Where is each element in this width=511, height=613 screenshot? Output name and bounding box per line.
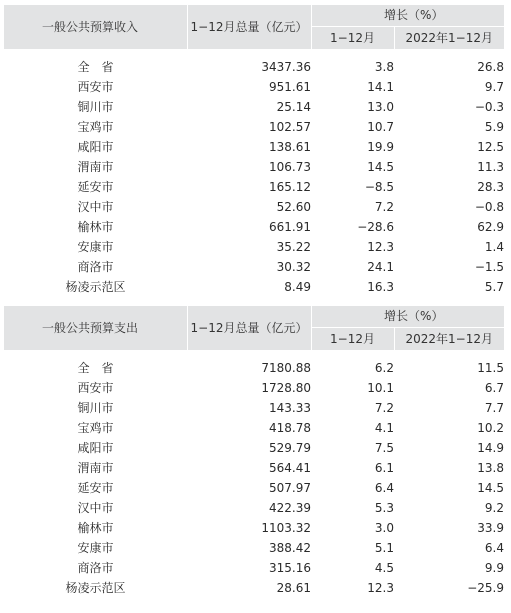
expenditure-subheader-previous: 2022年1−12月 xyxy=(394,328,504,351)
growth-prev-cell: 10.2 xyxy=(477,421,504,435)
growth-prev-cell: 11.5 xyxy=(477,361,504,375)
growth-cell: 24.1 xyxy=(367,260,394,274)
growth-prev-cell: 11.3 xyxy=(477,160,504,174)
table-row xyxy=(4,137,504,157)
growth-cell: 5.3 xyxy=(374,501,394,515)
income-header-row xyxy=(4,5,504,27)
region-cell: 全 省 xyxy=(77,60,114,74)
region-cell: 汉中市 xyxy=(77,501,114,515)
table-row xyxy=(4,358,504,378)
expenditure-table xyxy=(4,306,504,598)
growth-prev-cell: 12.5 xyxy=(477,140,504,154)
amount-cell: 422.39 xyxy=(269,501,311,515)
growth-cell: 6.1 xyxy=(374,461,394,475)
amount-cell: 30.32 xyxy=(276,260,311,274)
table-row xyxy=(4,398,504,418)
table-row xyxy=(4,458,504,478)
growth-cell: 14.1 xyxy=(367,80,394,94)
region-cell: 商洛市 xyxy=(77,260,114,274)
amount-cell: 418.78 xyxy=(269,421,311,435)
growth-prev-cell: −1.5 xyxy=(474,260,504,274)
amount-cell: 165.12 xyxy=(269,180,311,194)
growth-cell: 7.2 xyxy=(374,200,394,214)
expenditure-header-row xyxy=(4,306,504,328)
growth-cell: 4.1 xyxy=(374,421,394,435)
growth-cell: −28.6 xyxy=(357,220,394,234)
growth-prev-cell: 9.9 xyxy=(484,561,504,575)
amount-cell: 106.73 xyxy=(269,160,311,174)
table-row xyxy=(4,518,504,538)
growth-prev-cell: −25.9 xyxy=(467,581,504,595)
amount-cell: 564.41 xyxy=(269,461,311,475)
amount-cell: 529.79 xyxy=(269,441,311,455)
table-row xyxy=(4,558,504,578)
expenditure-title: 一般公共预算支出 xyxy=(4,306,187,350)
amount-cell: 3437.36 xyxy=(261,60,311,74)
growth-prev-cell: −0.3 xyxy=(474,100,504,114)
growth-cell: 3.0 xyxy=(374,521,394,535)
region-cell: 杨凌示范区 xyxy=(65,581,126,595)
region-cell: 咸阳市 xyxy=(77,140,114,154)
growth-prev-cell: 9.2 xyxy=(484,501,504,515)
table-row xyxy=(4,538,504,558)
growth-cell: 10.1 xyxy=(367,381,394,395)
region-cell: 全 省 xyxy=(77,361,114,375)
income-table xyxy=(4,5,504,297)
amount-cell: 102.57 xyxy=(269,120,311,134)
growth-prev-cell: 5.9 xyxy=(484,120,504,134)
table-row xyxy=(4,478,504,498)
growth-prev-cell: 26.8 xyxy=(477,60,504,74)
growth-prev-cell: 5.7 xyxy=(484,280,504,294)
region-cell: 渭南市 xyxy=(77,160,114,174)
growth-cell: 10.7 xyxy=(367,120,394,134)
growth-cell: 4.5 xyxy=(374,561,394,575)
growth-cell: 7.2 xyxy=(374,401,394,415)
growth-cell: 7.5 xyxy=(374,441,394,455)
region-cell: 延安市 xyxy=(77,180,114,194)
growth-cell: 12.3 xyxy=(367,240,394,254)
table-row xyxy=(4,197,504,217)
amount-cell: 28.61 xyxy=(276,581,311,595)
growth-cell: 12.3 xyxy=(367,581,394,595)
amount-cell: 1103.32 xyxy=(261,521,311,535)
region-cell: 西安市 xyxy=(77,80,114,94)
income-subheader-current: 1−12月 xyxy=(311,27,394,50)
table-row xyxy=(4,418,504,438)
growth-cell: 6.4 xyxy=(374,481,394,495)
expenditure-table-body xyxy=(4,306,504,598)
table-row xyxy=(4,237,504,257)
table-row xyxy=(4,578,504,598)
growth-cell: 13.0 xyxy=(367,100,394,114)
amount-cell: 507.97 xyxy=(269,481,311,495)
amount-cell: 138.61 xyxy=(269,140,311,154)
growth-prev-cell: 14.9 xyxy=(477,441,504,455)
region-cell: 安康市 xyxy=(77,240,114,254)
amount-cell: 1728.80 xyxy=(261,381,311,395)
region-cell: 汉中市 xyxy=(77,200,114,214)
region-cell: 延安市 xyxy=(77,481,114,495)
region-cell: 铜川市 xyxy=(77,100,114,114)
region-cell: 铜川市 xyxy=(77,401,114,415)
expenditure-growth-header: 增长（%） xyxy=(311,306,504,328)
table-row xyxy=(4,117,504,137)
growth-cell: −8.5 xyxy=(364,180,394,194)
region-cell: 渭南市 xyxy=(77,461,114,475)
growth-cell: 19.9 xyxy=(367,140,394,154)
table-row xyxy=(4,277,504,297)
region-cell: 榆林市 xyxy=(77,220,114,234)
income-table-body xyxy=(4,5,504,297)
growth-cell: 16.3 xyxy=(367,280,394,294)
table-row xyxy=(4,378,504,398)
growth-prev-cell: 1.4 xyxy=(484,240,504,254)
growth-cell: 14.5 xyxy=(367,160,394,174)
growth-cell: 6.2 xyxy=(374,361,394,375)
amount-cell: 315.16 xyxy=(269,561,311,575)
growth-prev-cell: 14.5 xyxy=(477,481,504,495)
region-cell: 杨凌示范区 xyxy=(65,280,126,294)
table-row xyxy=(4,157,504,177)
expenditure-amount-header: 1−12月总量（亿元） xyxy=(187,306,311,350)
table-row xyxy=(4,438,504,458)
growth-prev-cell: 13.8 xyxy=(477,461,504,475)
amount-cell: 143.33 xyxy=(269,401,311,415)
growth-prev-cell: 6.7 xyxy=(484,381,504,395)
growth-prev-cell: 6.4 xyxy=(484,541,504,555)
table-row xyxy=(4,257,504,277)
income-growth-header: 增长（%） xyxy=(311,5,504,27)
table-row xyxy=(4,57,504,77)
expenditure-subheader-current: 1−12月 xyxy=(311,328,394,351)
table-row xyxy=(4,498,504,518)
growth-prev-cell: 62.9 xyxy=(477,220,504,234)
growth-cell: 5.1 xyxy=(374,541,394,555)
amount-cell: 7180.88 xyxy=(261,361,311,375)
amount-cell: 52.60 xyxy=(276,200,311,214)
amount-cell: 388.42 xyxy=(269,541,311,555)
region-cell: 商洛市 xyxy=(77,561,114,575)
table-row xyxy=(4,97,504,117)
income-amount-header: 1−12月总量（亿元） xyxy=(187,5,311,49)
region-cell: 榆林市 xyxy=(77,521,114,535)
table-row xyxy=(4,217,504,237)
growth-prev-cell: 9.7 xyxy=(484,80,504,94)
income-subheader-previous: 2022年1−12月 xyxy=(394,27,504,50)
table-row xyxy=(4,177,504,197)
growth-prev-cell: 7.7 xyxy=(484,401,504,415)
region-cell: 宝鸡市 xyxy=(77,120,114,134)
region-cell: 宝鸡市 xyxy=(77,421,114,435)
region-cell: 西安市 xyxy=(77,381,114,395)
region-cell: 安康市 xyxy=(77,541,114,555)
amount-cell: 661.91 xyxy=(269,220,311,234)
growth-prev-cell: 33.9 xyxy=(477,521,504,535)
growth-prev-cell: 28.3 xyxy=(477,180,504,194)
table-row xyxy=(4,77,504,97)
amount-cell: 8.49 xyxy=(284,280,311,294)
amount-cell: 951.61 xyxy=(269,80,311,94)
income-title: 一般公共预算收入 xyxy=(4,5,187,49)
region-cell: 咸阳市 xyxy=(77,441,114,455)
growth-prev-cell: −0.8 xyxy=(474,200,504,214)
amount-cell: 35.22 xyxy=(276,240,311,254)
amount-cell: 25.14 xyxy=(276,100,311,114)
growth-cell: 3.8 xyxy=(374,60,394,74)
